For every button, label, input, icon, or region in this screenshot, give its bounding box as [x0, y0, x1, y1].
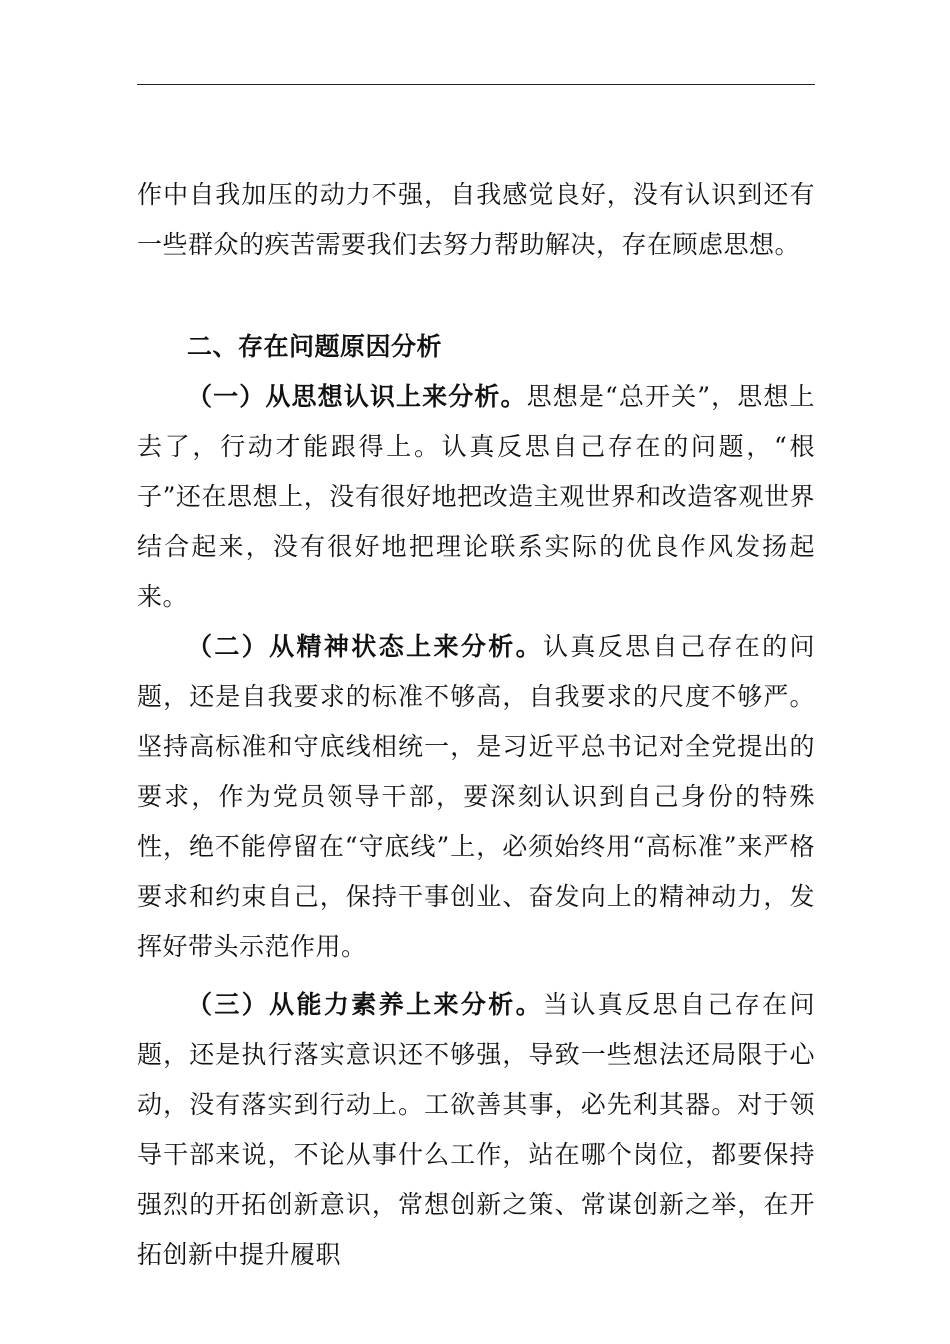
paragraph-2 — [137, 622, 815, 972]
section-block — [137, 322, 815, 1280]
header-rule — [137, 84, 815, 85]
paragraph-3 — [137, 980, 815, 1280]
paragraph-2-text: 认真反思自己存在的问题，还是自我要求的标准不够高，自我要求的尺度不够严。坚持高标准和守底线相统一，是习近平总书记对全党提出的要求，作为党员领导干部，要深刻认识到自己身份的特殊性，绝不能停留在“守底线”上，必须始终用“高标准”来严格要求和约束自己，保持干事创业、奋发向上的精神动力，发挥好带头示范作用。 — [137, 632, 815, 961]
continuation-block — [137, 170, 815, 270]
paragraph-3-lead: （三）从能力素养上来分析。 — [187, 990, 544, 1019]
paragraph-1-text: 思想是“总开关”，思想上去了，行动才能跟得上。认真反思自己存在的问题，“根子”还在思想上，没有很好地把改造主观世界和改造客观世界结合起来，没有很好地把理论联系实际的优良作风发扬起来。 — [137, 382, 815, 611]
continuation-paragraph: 作中自我加压的动力不强，自我感觉良好，没有认识到还有一些群众的疾苦需要我们去努力帮助解决，存在顾虑思想。 — [137, 180, 815, 259]
paragraph-3-text: 当认真反思自己存在问题，还是执行落实意识还不够强，导致一些想法还局限于心动，没有落实到行动上。工欲善其事，必先利其器。对于领导干部来说，不论从事什么工作，站在哪个岗位，都要保持强烈的开拓创新意识，常想创新之策、常谋创新之举，在开拓创新中提升履职 — [137, 990, 815, 1269]
paragraph-2-lead: （二）从精神状态上来分析。 — [187, 632, 544, 661]
paragraph-1-lead: （一）从思想认识上来分析。 — [187, 382, 527, 411]
paragraph-1 — [137, 372, 815, 622]
section-heading: 二、存在问题原因分析 — [187, 332, 443, 361]
